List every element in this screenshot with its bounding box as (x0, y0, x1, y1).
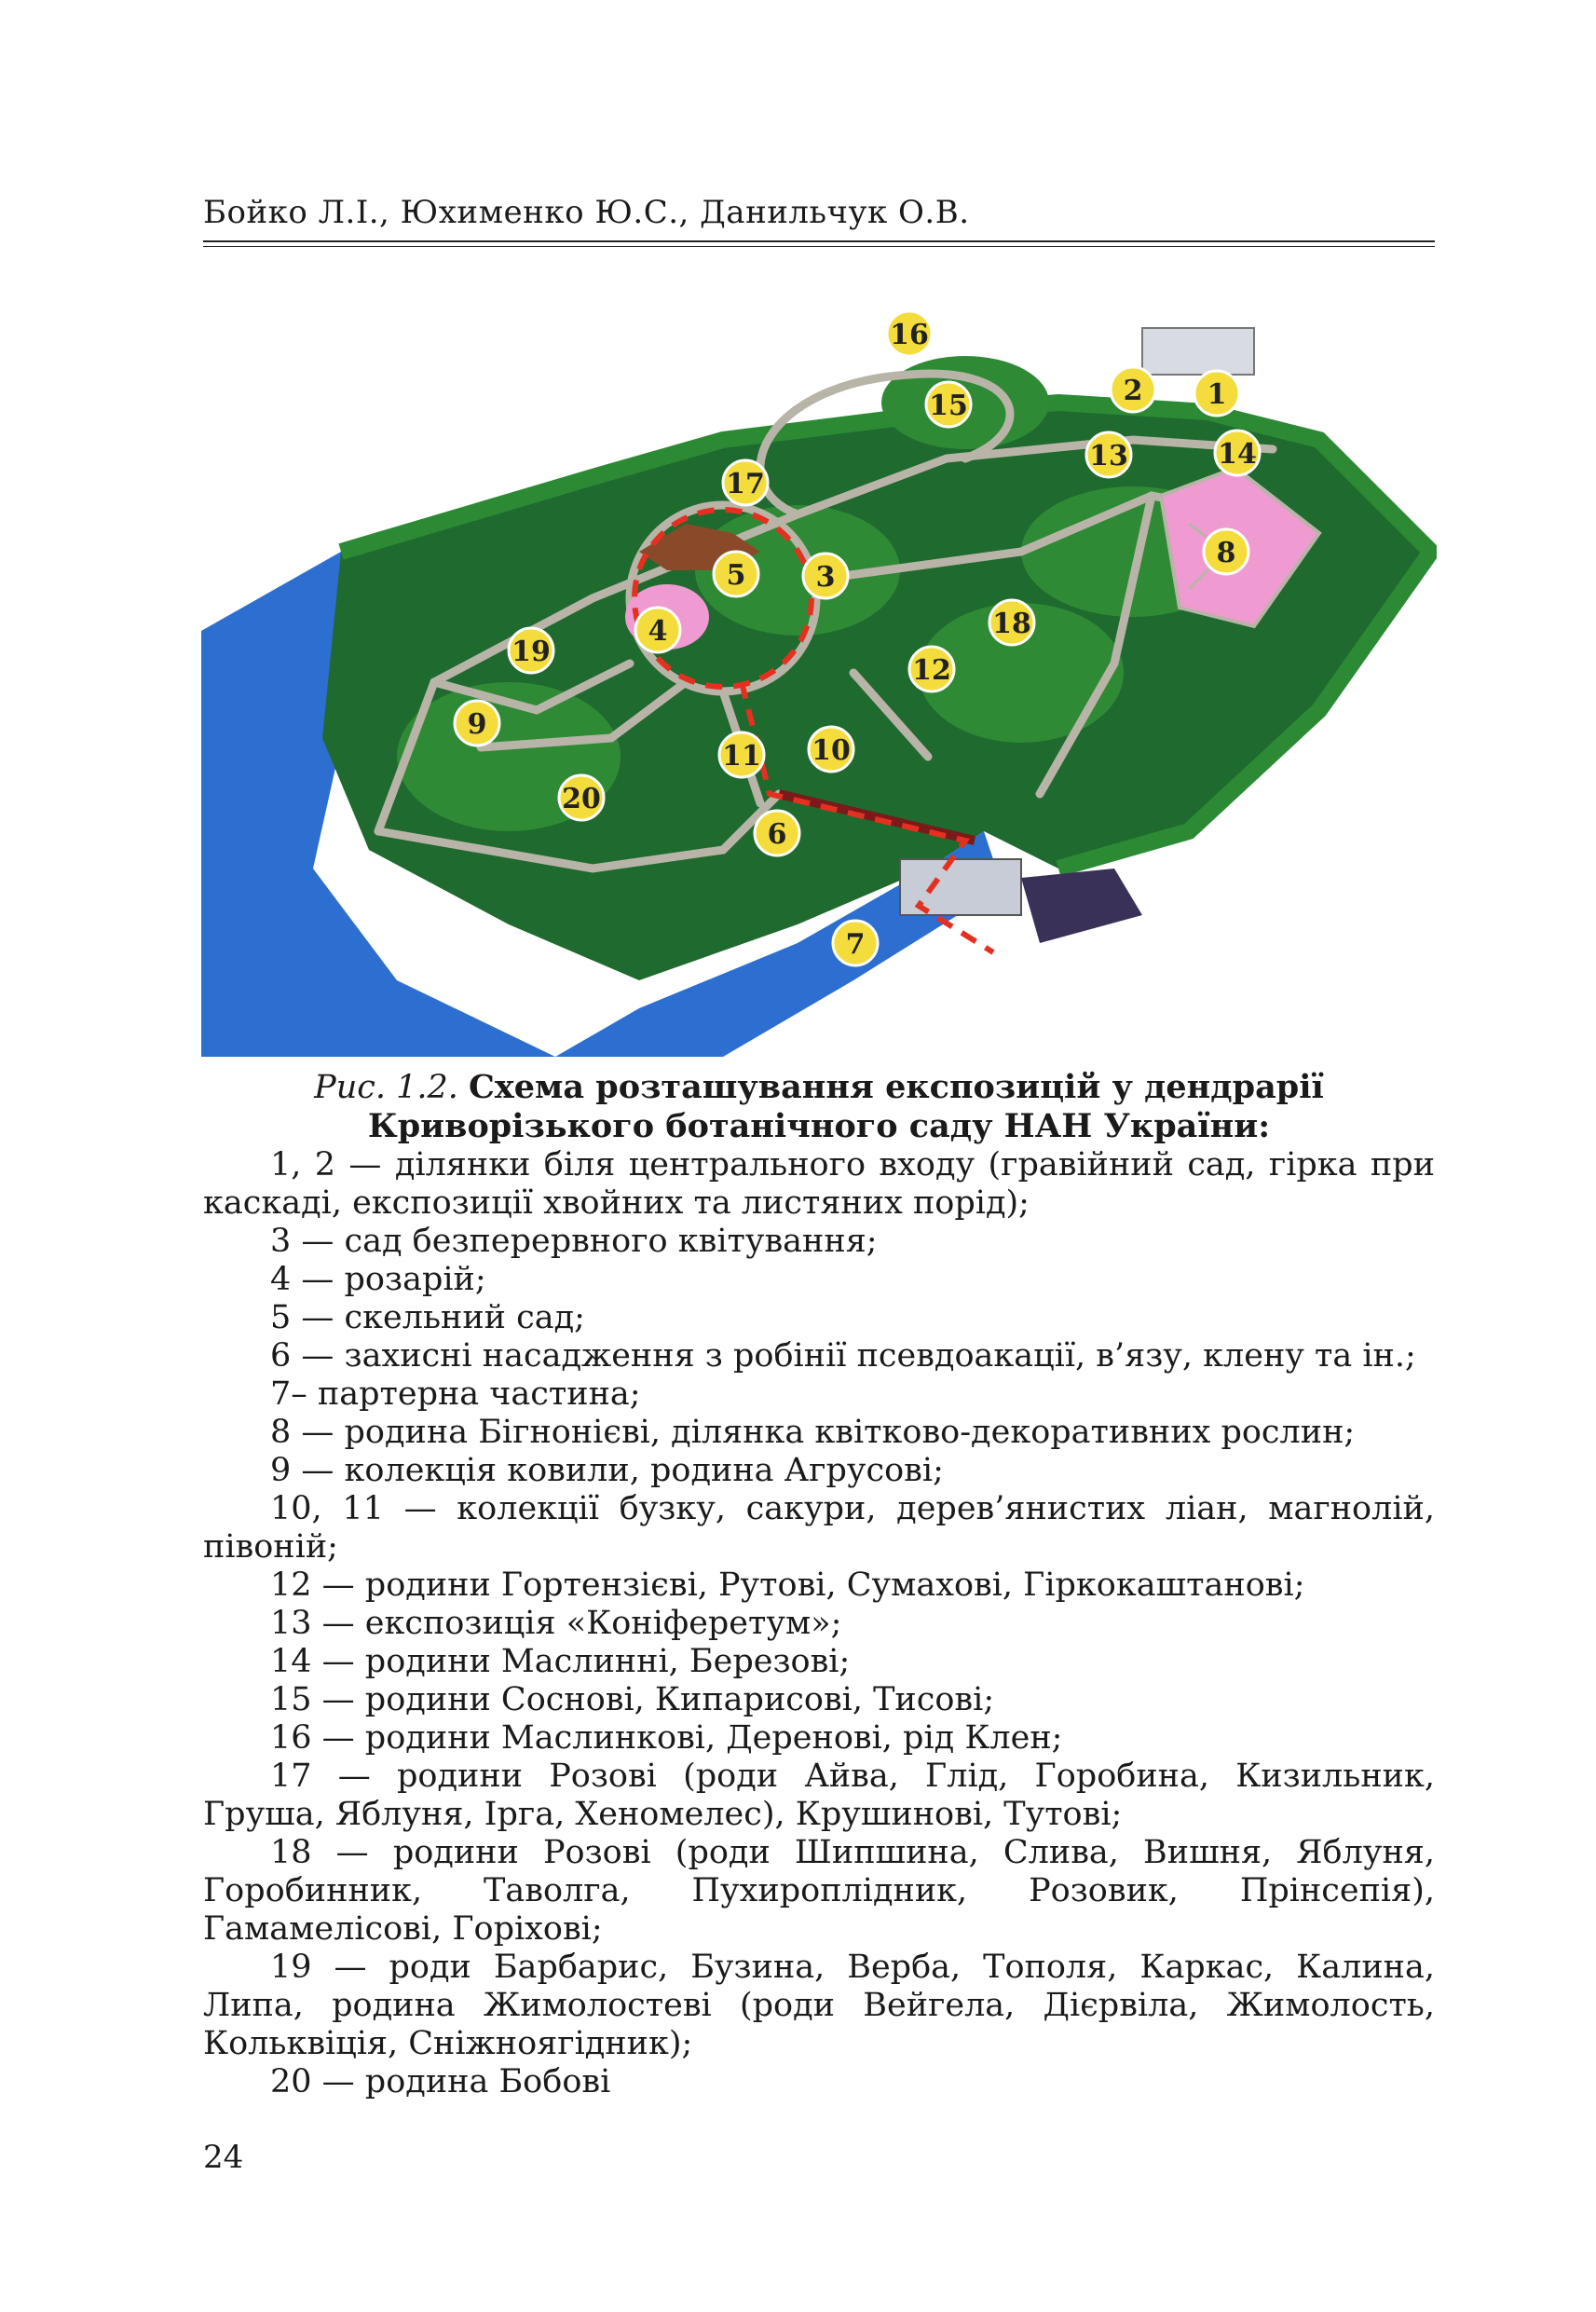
svg-text:17: 17 (726, 468, 765, 500)
header-rule (203, 240, 1435, 242)
map-marker (714, 552, 758, 596)
map-marker (635, 608, 680, 652)
svg-text:14: 14 (1218, 438, 1257, 471)
legend-item: 14 — родини Маслинні, Березові; (270, 1643, 851, 1680)
legend-item: 7– партерна частина; (270, 1375, 641, 1413)
map-marker (455, 701, 499, 746)
map-marker (803, 554, 848, 598)
dendrarium-map (201, 272, 1437, 1057)
svg-text:12: 12 (912, 654, 951, 687)
svg-text:11: 11 (722, 740, 761, 773)
svg-text:8: 8 (1216, 537, 1236, 569)
legend-item: 19 — роди Барбарис, Бузина, Верба, Тополя, Каркас, Калина, Липа, родина Жимолостеві (роди Вейгела, Дієрвіла, Жимолость, Кольквіція, Сніжноягідник); (203, 1949, 1435, 2062)
map-marker (887, 311, 932, 356)
figure-caption (203, 1068, 1435, 1146)
figure-number: Рис. 1.2. (314, 1069, 458, 1106)
svg-text:18: 18 (992, 608, 1031, 640)
svg-text:15: 15 (929, 390, 968, 422)
svg-text:4: 4 (648, 615, 668, 648)
map-marker (833, 921, 878, 965)
greenhouse (1021, 869, 1142, 943)
legend-item: 6 — захисні насадження з робінії псевдоакації, в’язу, клену та ін.; (270, 1337, 1416, 1375)
svg-text:19: 19 (512, 636, 551, 668)
map-marker (1086, 432, 1131, 477)
running-header: Бойко Л.І., Юхименко Ю.С., Данильчук О.В. (203, 194, 970, 231)
map-marker (719, 732, 764, 777)
svg-text:1: 1 (1207, 378, 1227, 411)
map-marker (1194, 371, 1239, 416)
legend-item: 4 — розарій; (270, 1261, 486, 1298)
figure-legend (203, 1146, 1435, 2101)
figure-title-line2: Криворізького ботанічного саду НАН України: (367, 1107, 1271, 1145)
svg-text:3: 3 (815, 561, 836, 594)
legend-item: 13 — експозиція «Коніферетум»; (270, 1605, 842, 1642)
legend-item: 15 — родини Соснові, Кипарисові, Тисові; (270, 1681, 995, 1718)
map-marker (1111, 367, 1155, 412)
legend-item: 1, 2 — ділянки біля центрального входу (гравійний сад, гірка при каскаді, експозиції хвойних та листяних порід); (203, 1146, 1435, 1222)
legend-item: 17 — родини Розові (роди Айва, Глід, Горобина, Кизильник, Груша, Яблуня, Ірга, Хеномелес), Крушинові, Тутові; (203, 1758, 1435, 1833)
legend-item: 12 — родини Гортензієві, Рутові, Сумахові, Гіркокаштанові; (270, 1566, 1305, 1604)
map-marker (909, 647, 954, 691)
map-marker (559, 775, 604, 820)
svg-text:16: 16 (890, 319, 929, 351)
legend-item: 18 — родини Розові (роди Шипшина, Слива, Вишня, Яблуня, Горобинник, Таволга, Пухироплідник, Розовик, Прінсепія), Гамамелісові, Горіхові; (203, 1834, 1435, 1948)
entrance-building (1142, 328, 1254, 375)
header-rule-thin (203, 246, 1435, 247)
svg-text:10: 10 (812, 734, 851, 767)
svg-text:5: 5 (726, 559, 746, 592)
map-marker (989, 600, 1034, 645)
legend-item: 8 — родина Бігнонієві, ділянка квітково-декоративних рослин; (270, 1414, 1356, 1451)
figure-title: Схема розташування експозицій у дендрарії (469, 1068, 1324, 1106)
svg-text:6: 6 (767, 818, 787, 851)
svg-text:7: 7 (845, 928, 866, 961)
legend-item: 10, 11 — колекції бузку, сакури, дерев’янистих ліан, магнолій, півоній; (203, 1490, 1435, 1566)
page-number: 24 (203, 2139, 244, 2176)
svg-text:9: 9 (467, 708, 487, 741)
map-marker (1204, 529, 1248, 574)
legend-item: 16 — родини Маслинкові, Деренові, рід Клен; (270, 1719, 1063, 1757)
map-marker (809, 727, 853, 772)
map-marker (1215, 431, 1260, 475)
svg-text:13: 13 (1089, 440, 1128, 472)
svg-text:2: 2 (1123, 375, 1143, 407)
svg-text:20: 20 (562, 783, 601, 815)
map-marker (755, 811, 799, 855)
map-marker (509, 628, 553, 673)
map-marker (926, 382, 971, 427)
legend-item: 9 — колекція ковили, родина Агрусові; (270, 1452, 944, 1489)
map-marker (723, 460, 768, 505)
legend-item: 3 — сад безперервного квітування; (270, 1223, 878, 1260)
legend-item: 5 — скельний сад; (270, 1299, 585, 1336)
legend-item: 20 — родина Бобові (270, 2063, 611, 2100)
